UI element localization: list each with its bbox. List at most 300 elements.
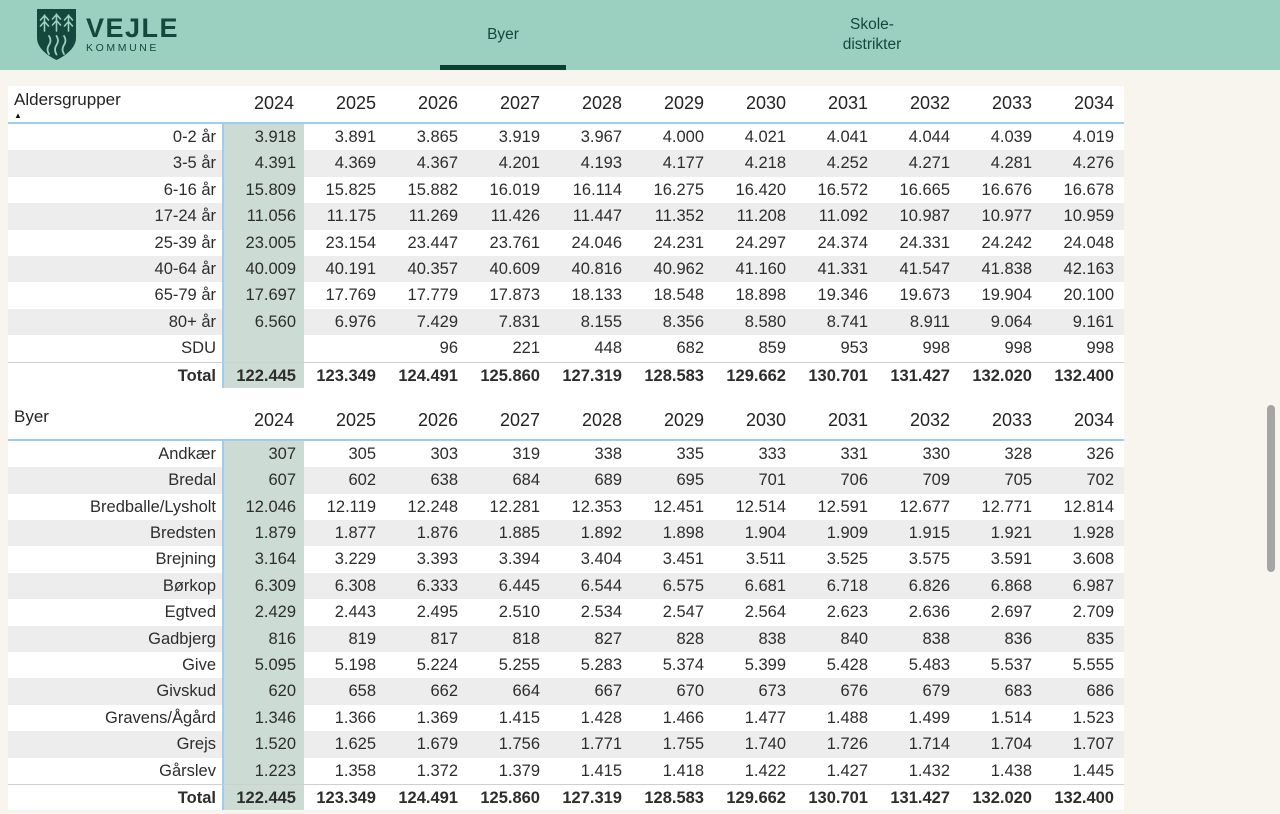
data-cell: 1.428 (580, 708, 622, 727)
data-cell: 602 (304, 467, 386, 493)
data-cell: 7.429 (386, 309, 468, 335)
aldersgrupper-row-17-24 år (8, 203, 1124, 229)
aldersgrupper-table (8, 86, 1124, 388)
row-label: Egtved (164, 603, 216, 622)
data-cell: 1.915 (878, 520, 960, 546)
data-cell: 15.809 (222, 177, 304, 203)
byer-year-header-2028[interactable]: 2028 (581, 409, 622, 430)
data-cell: 16.572 (817, 180, 868, 199)
data-cell: 18.898 (735, 286, 786, 305)
data-cell: 1.422 (744, 761, 786, 780)
byer-row-total (8, 784, 1124, 810)
sort-ascending-icon: ▲ (14, 111, 22, 120)
data-cell: 24.046 (571, 233, 622, 252)
byer-header-row (8, 403, 1124, 441)
data-cell: 331 (840, 444, 868, 463)
data-cell: 607 (222, 467, 304, 493)
data-cell: 1.877 (304, 520, 386, 546)
data-cell: 4.019 (1072, 128, 1114, 146)
data-cell: 1.432 (908, 761, 950, 780)
data-cell: 3.591 (990, 550, 1032, 569)
data-cell: 8.356 (632, 309, 714, 335)
aldersgrupper-year-header-2025[interactable]: 2025 (335, 93, 376, 113)
byer-year-header-2027[interactable]: 2027 (499, 409, 540, 430)
data-cell: 838 (878, 626, 960, 652)
row-label: Total (8, 362, 222, 388)
data-cell: 41.331 (796, 256, 878, 282)
aldersgrupper-header-row (8, 86, 1124, 124)
data-cell: 12.451 (653, 497, 704, 516)
aldersgrupper-row-6-16 år (8, 177, 1124, 203)
data-cell: 16.665 (899, 180, 950, 199)
aldersgrupper-year-header-2030[interactable]: 2030 (745, 93, 786, 113)
byer-year-header-2026[interactable]: 2026 (417, 409, 458, 430)
data-cell: 1.755 (632, 731, 714, 757)
data-cell: 1.372 (416, 761, 458, 780)
tab-skoledistrikter[interactable] (809, 0, 935, 70)
logo-title: VEJLE (86, 13, 180, 43)
data-cell: 836 (960, 626, 1042, 652)
aldersgrupper-year-header-2034[interactable]: 2034 (1073, 93, 1114, 113)
data-cell: 10.987 (878, 203, 960, 229)
tab-skoledistrikter-label-line2: distrikter (842, 36, 902, 53)
aldersgrupper-sort-header[interactable] (8, 86, 222, 122)
row-label: 25-39 år (154, 233, 216, 252)
logo-subtitle: KOMMUNE (86, 42, 160, 54)
data-cell: 330 (922, 444, 950, 463)
data-cell: 828 (632, 626, 714, 652)
data-cell: 6.826 (878, 573, 960, 599)
data-cell: 40.357 (386, 256, 468, 282)
data-cell: 23.447 (407, 233, 458, 252)
data-cell: 4.193 (550, 150, 632, 176)
data-cell: 24.048 (1063, 233, 1114, 252)
data-cell: 122.445 (222, 362, 304, 388)
data-cell: 667 (550, 678, 632, 704)
aldersgrupper-row-25-39 år (8, 230, 1124, 256)
row-label: Gadbjerg (8, 626, 222, 652)
data-cell: 3.393 (416, 550, 458, 569)
data-cell: 130.701 (796, 784, 878, 810)
data-cell: 12.119 (326, 497, 376, 516)
app-header (0, 0, 1280, 70)
data-cell: 2.636 (908, 603, 950, 622)
data-cell: 24.242 (981, 233, 1032, 252)
data-cell: 840 (796, 626, 878, 652)
row-label: Bredal (8, 467, 222, 493)
data-cell: 4.369 (304, 150, 386, 176)
byer-row-Gravens/Ågård (8, 705, 1124, 731)
data-cell: 326 (1086, 444, 1114, 463)
tab-byer-label: Byer (487, 26, 519, 43)
data-cell: 682 (676, 339, 704, 358)
vertical-scrollbar-thumb[interactable] (1267, 405, 1275, 572)
data-cell: 40.191 (304, 256, 386, 282)
data-cell: 40.609 (468, 256, 550, 282)
data-cell: 124.491 (386, 784, 468, 810)
aldersgrupper-year-header-2024[interactable]: 2024 (253, 93, 294, 113)
data-cell: 638 (386, 467, 468, 493)
data-cell: 686 (1042, 678, 1124, 704)
data-cell: 124.491 (386, 362, 468, 388)
byer-row-Bredal (8, 467, 1124, 493)
data-cell: 1.520 (222, 731, 304, 757)
data-cell: 335 (676, 444, 704, 463)
byer-row-Grejs (8, 731, 1124, 757)
data-cell: 5.374 (662, 656, 704, 675)
vejle-kommune-logo (36, 8, 179, 61)
aldersgrupper-row-total (8, 362, 1124, 388)
data-cell: 24.297 (735, 233, 786, 252)
data-cell: 1.499 (908, 708, 950, 727)
data-cell: 41.160 (714, 256, 796, 282)
data-cell: 123.349 (304, 362, 386, 388)
data-cell: 695 (632, 467, 714, 493)
byer-year-header-2024[interactable]: 2024 (253, 409, 294, 430)
data-cell: 3.918 (222, 124, 304, 150)
data-cell: 1.885 (468, 520, 550, 546)
aldersgrupper-row-40-64 år (8, 256, 1124, 282)
data-cell: 3.525 (826, 550, 868, 569)
row-label: 40-64 år (8, 256, 222, 282)
data-cell: 673 (714, 678, 796, 704)
data-cell: 1.523 (1072, 708, 1114, 727)
data-cell: 5.483 (908, 656, 950, 675)
row-label: 3-5 år (8, 150, 222, 176)
report-content (8, 86, 1124, 810)
byer-year-header-2032[interactable]: 2032 (909, 409, 950, 430)
data-cell: 20.100 (1063, 286, 1114, 305)
row-label: SDU (181, 339, 216, 358)
data-cell: 6.868 (960, 573, 1042, 599)
data-cell: 1.704 (960, 731, 1042, 757)
data-cell: 24.331 (899, 233, 950, 252)
data-cell: 303 (430, 444, 458, 463)
aldersgrupper-year-header-2029[interactable]: 2029 (663, 93, 704, 113)
data-cell: 3.865 (416, 128, 458, 146)
data-cell: 11.352 (632, 203, 714, 229)
byer-row-Børkop (8, 573, 1124, 599)
data-cell: 2.510 (498, 603, 540, 622)
data-cell: 4.000 (662, 128, 704, 146)
aldersgrupper-year-header-2032[interactable]: 2032 (909, 93, 950, 113)
data-cell: 16.676 (981, 180, 1032, 199)
data-cell: 131.427 (878, 784, 960, 810)
data-cell: 4.252 (796, 150, 878, 176)
data-cell: 5.555 (1072, 656, 1114, 675)
row-label: Børkop (8, 573, 222, 599)
data-cell: 676 (796, 678, 878, 704)
data-cell: 42.163 (1042, 256, 1124, 282)
data-cell: 3.967 (580, 128, 622, 146)
data-cell: 1.898 (632, 520, 714, 546)
data-cell: 709 (878, 467, 960, 493)
aldersgrupper-row-65-79 år (8, 282, 1124, 308)
row-label: Total (8, 784, 222, 810)
data-cell: 662 (386, 678, 468, 704)
data-cell: 16.420 (735, 180, 786, 199)
data-cell: 2.564 (744, 603, 786, 622)
data-cell: 670 (632, 678, 714, 704)
data-cell: 12.814 (1063, 497, 1114, 516)
data-cell: 5.198 (334, 656, 376, 675)
data-cell: 1.415 (498, 708, 540, 727)
data-cell: 130.701 (796, 362, 878, 388)
byer-year-header-2030[interactable]: 2030 (745, 409, 786, 430)
data-cell: 1.909 (796, 520, 878, 546)
data-cell: 6.445 (468, 573, 550, 599)
data-cell: 1.369 (416, 708, 458, 727)
vejle-coat-of-arms-icon (36, 8, 77, 61)
data-cell: 1.679 (386, 731, 468, 757)
data-cell: 702 (1042, 467, 1124, 493)
data-cell: 17.697 (222, 282, 304, 308)
data-cell: 4.021 (744, 128, 786, 146)
aldersgrupper-year-header-2031[interactable]: 2031 (827, 93, 868, 113)
aldersgrupper-row-SDU (8, 335, 1124, 361)
data-cell: 19.673 (899, 286, 950, 305)
row-label: Give (182, 656, 216, 675)
data-cell: 5.095 (222, 652, 304, 678)
data-cell: 1.358 (334, 761, 376, 780)
data-cell: 132.020 (960, 784, 1042, 810)
data-cell: 827 (550, 626, 632, 652)
data-cell: 1.445 (1072, 761, 1114, 780)
data-cell: 998 (922, 339, 950, 358)
data-cell: 23.005 (222, 230, 304, 256)
data-cell: 1.379 (498, 761, 540, 780)
row-label: 17-24 år (8, 203, 222, 229)
byer-year-header-2025[interactable]: 2025 (335, 409, 376, 430)
data-cell: 4.391 (222, 150, 304, 176)
data-cell: 5.537 (990, 656, 1032, 675)
data-cell: 6.575 (632, 573, 714, 599)
data-cell: 12.514 (735, 497, 786, 516)
data-cell: 1.756 (468, 731, 550, 757)
byer-row-Bredsten (8, 520, 1124, 546)
data-cell: 125.860 (468, 784, 550, 810)
byer-row-Andkær (8, 441, 1124, 467)
data-cell: 8.911 (878, 309, 960, 335)
data-cell: 664 (468, 678, 550, 704)
data-cell: 305 (348, 444, 376, 463)
data-cell: 5.283 (580, 656, 622, 675)
data-cell: 12.677 (899, 497, 950, 516)
data-cell: 19.346 (817, 286, 868, 305)
byer-row-Brejning (8, 546, 1124, 572)
data-cell: 1.771 (550, 731, 632, 757)
data-cell: 132.400 (1042, 362, 1124, 388)
data-cell: 11.056 (222, 203, 304, 229)
data-cell: 2.709 (1072, 603, 1114, 622)
data-cell: 4.044 (908, 128, 950, 146)
row-label: Gårslev (159, 761, 216, 780)
byer-table (8, 403, 1124, 810)
byer-row-Give (8, 652, 1124, 678)
data-cell: 6.309 (222, 573, 304, 599)
data-cell: 1.418 (662, 761, 704, 780)
data-cell: 2.495 (416, 603, 458, 622)
data-cell: 131.427 (878, 362, 960, 388)
row-label: Givskud (8, 678, 222, 704)
data-cell: 8.741 (796, 309, 878, 335)
row-label: Grejs (8, 731, 222, 757)
data-cell: 16.019 (489, 180, 540, 199)
data-cell: 12.771 (981, 497, 1032, 516)
data-cell: 16.275 (653, 180, 704, 199)
data-cell: 9.064 (960, 309, 1042, 335)
data-cell: 1.928 (1042, 520, 1124, 546)
data-cell: 684 (468, 467, 550, 493)
data-cell: 818 (468, 626, 550, 652)
data-cell: 338 (594, 444, 622, 463)
data-cell: 998 (1086, 339, 1114, 358)
data-cell: 40.816 (550, 256, 632, 282)
data-cell: 1.466 (662, 708, 704, 727)
data-cell: 1.415 (580, 761, 622, 780)
data-cell: 620 (222, 678, 304, 704)
data-cell: 1.346 (222, 705, 304, 731)
data-cell: 12.353 (571, 497, 622, 516)
data-cell: 15.825 (325, 180, 376, 199)
aldersgrupper-year-header-2033[interactable]: 2033 (991, 93, 1032, 113)
data-cell: 998 (1004, 339, 1032, 358)
data-cell: 1.879 (222, 520, 304, 546)
data-cell: 18.548 (653, 286, 704, 305)
data-cell: 1.904 (714, 520, 796, 546)
aldersgrupper-year-header-2027[interactable]: 2027 (499, 93, 540, 113)
data-cell: 1.438 (990, 761, 1032, 780)
data-cell: 128.583 (632, 784, 714, 810)
data-cell: 3.404 (580, 550, 622, 569)
data-cell: 16.114 (572, 180, 622, 199)
byer-column-title: Byer (14, 406, 49, 426)
data-cell: 1.514 (990, 708, 1032, 727)
data-cell: 2.534 (580, 603, 622, 622)
data-cell: 17.769 (325, 286, 376, 305)
data-cell: 706 (796, 467, 878, 493)
data-cell: 132.020 (960, 362, 1042, 388)
data-cell: 122.445 (222, 784, 304, 810)
aldersgrupper-year-header-2026[interactable]: 2026 (417, 93, 458, 113)
data-cell: 1.427 (826, 761, 868, 780)
data-cell: 11.208 (714, 203, 796, 229)
data-cell: 838 (714, 626, 796, 652)
data-cell: 819 (304, 626, 386, 652)
data-cell: 835 (1042, 626, 1124, 652)
data-cell: 658 (304, 678, 386, 704)
data-cell: 1.714 (878, 731, 960, 757)
data-cell: 40.009 (222, 256, 304, 282)
data-cell: 3.451 (662, 550, 704, 569)
data-cell: 1.625 (304, 731, 386, 757)
data-cell: 4.041 (826, 128, 868, 146)
data-cell: 1.707 (1042, 731, 1124, 757)
data-cell: 1.892 (550, 520, 632, 546)
data-cell: 4.276 (1042, 150, 1124, 176)
tab-byer[interactable] (440, 0, 566, 70)
byer-year-header-2031[interactable]: 2031 (827, 409, 868, 430)
byer-year-header-2034[interactable]: 2034 (1073, 409, 1114, 430)
data-cell: 2.623 (826, 603, 868, 622)
data-cell: 2.697 (990, 603, 1032, 622)
active-tab-indicator (440, 65, 566, 70)
data-cell: 6.333 (386, 573, 468, 599)
data-cell: 816 (222, 626, 304, 652)
data-cell: 23.154 (325, 233, 376, 252)
data-cell: 128.583 (632, 362, 714, 388)
data-cell: 5.224 (416, 656, 458, 675)
data-cell: 3.164 (222, 546, 304, 572)
data-cell: 4.218 (714, 150, 796, 176)
row-label: Bredballe/Lysholt (90, 497, 216, 516)
data-cell: 4.177 (632, 150, 714, 176)
data-cell: 3.575 (908, 550, 950, 569)
data-cell: 7.831 (468, 309, 550, 335)
byer-year-header-2033[interactable]: 2033 (991, 409, 1032, 430)
data-cell: 2.443 (334, 603, 376, 622)
byer-year-header-2029[interactable]: 2029 (663, 409, 704, 430)
data-cell: 40.962 (632, 256, 714, 282)
data-cell: 24.231 (653, 233, 704, 252)
data-cell: 11.426 (468, 203, 550, 229)
data-cell: 307 (222, 441, 304, 467)
row-label: Gravens/Ågård (105, 708, 216, 727)
data-cell: 859 (758, 339, 786, 358)
data-cell: 11.175 (304, 203, 386, 229)
data-cell: 4.039 (990, 128, 1032, 146)
aldersgrupper-column-title: Aldersgrupper (14, 90, 121, 109)
data-cell: 705 (960, 467, 1042, 493)
tab-skoledistrikter-label-line1: Skole- (850, 16, 894, 33)
data-cell: 221 (512, 339, 540, 358)
data-cell: 132.400 (1042, 784, 1124, 810)
data-cell: 18.133 (571, 286, 622, 305)
data-cell: 4.201 (468, 150, 550, 176)
row-label: 80+ år (8, 309, 222, 335)
data-cell: 1.488 (826, 708, 868, 727)
byer-row-Gårslev (8, 758, 1124, 784)
data-cell: 3.891 (334, 128, 376, 146)
data-cell: 9.161 (1042, 309, 1124, 335)
data-cell: 41.547 (878, 256, 960, 282)
data-cell: 2.429 (222, 599, 304, 625)
data-cell: 333 (758, 444, 786, 463)
data-cell: 2.547 (662, 603, 704, 622)
byer-row-Bredballe/Lysholt (8, 494, 1124, 520)
data-cell: 1.726 (796, 731, 878, 757)
data-cell: 953 (840, 339, 868, 358)
data-cell: 11.269 (386, 203, 468, 229)
data-cell: 6.987 (1042, 573, 1124, 599)
byer-sort-header[interactable] (8, 403, 222, 439)
data-cell: 679 (878, 678, 960, 704)
data-cell: 817 (386, 626, 468, 652)
data-cell: 8.580 (714, 309, 796, 335)
data-cell: 6.308 (304, 573, 386, 599)
aldersgrupper-row-3-5 år (8, 150, 1124, 176)
data-cell: 6.681 (714, 573, 796, 599)
aldersgrupper-row-80+ år (8, 309, 1124, 335)
aldersgrupper-year-header-2028[interactable]: 2028 (581, 93, 622, 113)
data-cell: 41.838 (960, 256, 1042, 282)
data-cell: 5.428 (826, 656, 868, 675)
data-cell: 448 (594, 339, 622, 358)
data-cell: 1.921 (960, 520, 1042, 546)
data-cell: 96 (439, 339, 458, 358)
data-cell: 3.394 (498, 550, 540, 569)
data-cell: 4.271 (878, 150, 960, 176)
